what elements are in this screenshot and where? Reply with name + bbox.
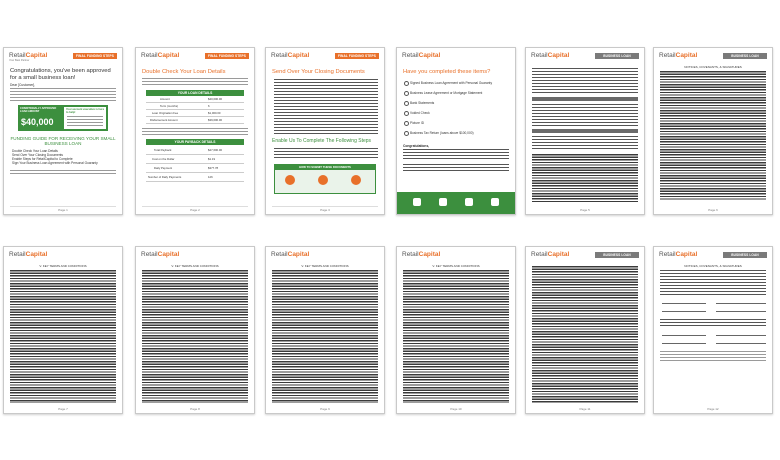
funding-guide-title: FUNDING GUIDE FOR RECEIVING YOUR SMALL BUSINESS LOAN [10,136,116,147]
document-page-12[interactable] [653,246,773,414]
retailcapital-logo: RetailCapital [659,251,698,258]
page-number: Page 12 [707,407,719,411]
payback-details-header: YOUR PAYBACK DETAILS [146,139,244,145]
guide-bullet-2: Send Over Your Closing Documents [12,153,64,157]
retailcapital-logo: RetailCapital [271,251,310,258]
signature-line[interactable] [662,335,706,336]
signature-line[interactable] [662,303,706,304]
submit-documents-header: HOW TO SUBMIT THESE DOCUMENTS [275,165,375,170]
section-tab: FINAL FUNDING STEPS [73,53,117,59]
retailcapital-logo: RetailCapital [531,52,570,59]
steps-list [274,148,378,160]
page-number: Page 9 [320,407,330,411]
guide-bullet-3: Enable Steps for RetailCapital to Complete [12,157,73,161]
closing-paragraph [403,149,509,159]
page-header [531,251,639,261]
page-header [531,52,639,62]
retailcapital-logo: RetailCapital Your Best Partner [9,52,48,62]
page-number: Page 7 [58,407,68,411]
page-number: Page 8 [190,407,200,411]
document-page-10[interactable] [396,246,516,414]
checklist-item: Voided Check [410,110,430,115]
page-header [141,52,249,62]
section-title: Enable Us To Complete The Following Steps [272,138,372,144]
section-heading: NOTICES, COVENANTS, & SIGNATURES [684,264,742,268]
checkbox-circle[interactable] [404,101,409,106]
approved-amount-label: CONDITIONALLY APPROVED LOAN AMOUNT [20,107,57,113]
table-row: Disbursement Amount $39,000.00 [146,118,244,124]
guide-text [10,170,116,176]
email-icon [318,175,328,185]
terms-text [10,270,116,403]
page-header [141,251,249,261]
agreement-text [532,266,638,403]
retailcapital-logo: RetailCapital [271,52,310,59]
section-tab: FINAL FUNDING STEPS [205,53,249,59]
page-number: Page 6 [708,208,718,212]
fax-icon [351,175,361,185]
intro-text [142,78,248,87]
signature-line[interactable] [716,343,766,344]
page-header [271,52,379,62]
twitter-icon [439,198,447,206]
retailcapital-logo: RetailCapital [141,251,180,258]
section-heading: V. KEY TERMS AND CONDITIONS [171,264,219,268]
signature-line[interactable] [716,311,766,312]
table-note [142,128,248,135]
form-fields [532,136,638,150]
retailcapital-logo: RetailCapital [402,251,441,258]
checklist-item: Business Lease Agreement or Mortgage Statement [410,90,483,95]
retailcapital-logo: RetailCapital [402,52,441,59]
retailcapital-logo: RetailCapital [9,251,48,258]
table-row: Number of Daily Payments 126 [146,174,244,182]
page-header [9,251,117,261]
table-row: Amount $40,000.00 [146,97,244,103]
checklist-item: Signed Business Loan Agreement with Personal Guaranty [410,80,493,85]
greeting: Dear [Customer], [10,83,36,87]
closing-paragraph [403,164,509,171]
retailcapital-logo: RetailCapital [531,251,570,258]
checkbox-circle[interactable] [404,111,409,116]
checkbox-circle[interactable] [404,81,409,86]
congratulations-text: Congratulations, [403,144,430,148]
section-heading: V. KEY TERMS AND CONDITIONS [301,264,349,268]
table-row: Cost on the Dollar $1.19 [146,156,244,164]
table-row: Loan Origination Fee $1,000.00 [146,111,244,117]
linkedin-icon [413,198,421,206]
page-number: Page 11 [579,407,591,411]
form-fields [532,104,638,126]
signature-line[interactable] [662,343,706,344]
agreement-text [660,71,766,201]
account-executive-contact [67,116,103,126]
section-tab: FINAL FUNDING STEPS [335,53,379,59]
page-title: Double Check Your Loan Details [142,69,226,75]
page-number: Page 5 [580,208,590,212]
document-page-4[interactable] [396,47,516,215]
upload-icon [285,175,295,185]
document-page-11[interactable] [525,246,645,414]
document-page-2[interactable] [135,47,255,215]
checklist-item: Business Tax Return (loans above $100,000) [410,130,474,135]
page-header [659,52,767,62]
submit-documents-box [274,164,376,194]
form-fields [532,68,638,94]
account-executive-heading: Your account executive is here to help! [66,108,105,114]
document-page-1[interactable] [3,47,123,215]
page-number: Page 2 [190,208,200,212]
document-page-9[interactable] [265,246,385,414]
checkbox-circle[interactable] [404,131,409,136]
page-header [9,52,117,62]
signature-line[interactable] [716,303,766,304]
form-section-bar [532,97,638,101]
green-footer-band [397,192,515,214]
signature-section-text [660,319,766,327]
guide-bullet-4: Sign Your Business Loan Agreement with Personal Guaranty [12,161,98,165]
signature-line[interactable] [716,335,766,336]
loan-details-header: YOUR LOAN DETAILS [146,90,244,96]
table-row: Term (months) 6 [146,104,244,110]
document-page-3[interactable] [265,47,385,215]
signature-section-text [660,351,766,363]
checklist-item: Picture ID [410,120,424,125]
form-section-bar [532,129,638,133]
guide-bullet-1: Double Check Your Loan Details [12,149,58,153]
table-row: Total Payback $47,600.00 [146,147,244,155]
section-tab: BUSINESS LOAN AGREEMENT [723,53,767,59]
signature-section-text [660,270,766,296]
document-page-6[interactable] [653,47,773,215]
table-row: Daily Payment $377.78 [146,165,244,173]
account-executive-panel [64,107,106,129]
closing-documents-list [274,79,378,134]
page-number: Page 10 [450,407,462,411]
signature-line[interactable] [662,311,706,312]
page-header [402,251,510,261]
page-title: Congratulations, you've been approved for a small business loan! [10,68,111,81]
retailcapital-logo: RetailCapital [141,52,180,59]
approved-amount-box [18,105,108,131]
section-heading: V. KEY TERMS AND CONDITIONS [432,264,480,268]
facebook-icon [465,198,473,206]
page-header [402,52,510,62]
page-title: Send Over Your Closing Documents [272,69,365,75]
checkbox-circle[interactable] [404,91,409,96]
terms-text [272,270,378,403]
page-title: Have you completed these items? [403,69,491,75]
document-page-5[interactable] [525,47,645,215]
youtube-icon [491,198,499,206]
section-heading: V. KEY TERMS AND CONDITIONS [39,264,87,268]
checkbox-circle[interactable] [404,121,409,126]
section-tab: BUSINESS LOAN AGREEMENT [595,252,639,258]
document-page-8[interactable] [135,246,255,414]
terms-text [403,270,509,403]
approved-amount-value: $40,000 [21,117,54,127]
section-tab: BUSINESS LOAN AGREEMENT [723,252,767,258]
page-header [659,251,767,261]
terms-text [142,270,248,403]
page-number: Page 1 [58,208,68,212]
section-heading: NOTICES, COVENANTS, & SIGNATURES [684,65,742,69]
intro-text [10,88,116,101]
section-tab: BUSINESS LOAN AGREEMENT [595,53,639,59]
agreement-text [532,154,638,202]
page-number: Page 3 [320,208,330,212]
retailcapital-logo: RetailCapital [659,52,698,59]
page-header [271,251,379,261]
document-page-7[interactable] [3,246,123,414]
checklist-item: Bank Statements [410,100,435,105]
